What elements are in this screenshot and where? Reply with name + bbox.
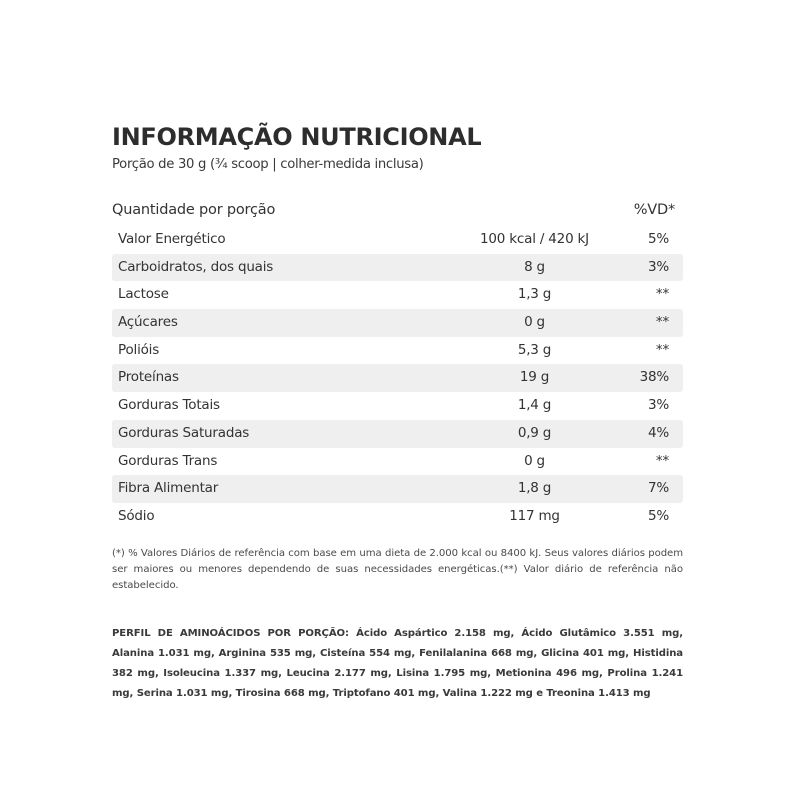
nutrient-dv: 3% xyxy=(647,397,669,414)
nutrient-dv: ** xyxy=(655,286,669,303)
page-title: INFORMAÇÃO NUTRICIONAL xyxy=(112,123,482,151)
nutrient-amount: 117 mg xyxy=(509,507,560,524)
nutrient-amount: 0 g xyxy=(524,452,545,469)
table-row xyxy=(112,281,683,309)
nutrition-table xyxy=(112,226,683,531)
header-quantity-label: Quantidade por porção xyxy=(112,202,276,218)
nutrient-dv: ** xyxy=(655,314,669,331)
nutrient-name: Lactose xyxy=(118,286,169,303)
nutrient-dv: 4% xyxy=(647,424,669,441)
nutrient-name: Carboidratos, dos quais xyxy=(118,258,274,275)
nutrient-amount: 1,4 g xyxy=(517,397,552,414)
table-row xyxy=(112,254,683,282)
nutrient-name: Açúcares xyxy=(118,314,178,331)
serving-size: Porção de 30 g (¾ scoop | colher-medida inclusa) xyxy=(112,157,424,172)
table-row xyxy=(112,420,683,448)
nutrient-dv: 7% xyxy=(647,480,669,497)
nutrient-amount: 1,3 g xyxy=(517,286,552,303)
nutrient-name: Gorduras Trans xyxy=(118,452,218,469)
nutrient-name: Polióis xyxy=(118,341,160,358)
nutrient-dv: 5% xyxy=(647,231,669,247)
nutrient-name: Gorduras Saturadas xyxy=(118,424,250,441)
nutrient-amount: 100 kcal / 420 kJ xyxy=(480,231,589,247)
nutrient-dv: ** xyxy=(655,452,669,469)
table-row xyxy=(112,226,683,254)
nutrient-name: Sódio xyxy=(118,507,155,524)
table-row xyxy=(112,503,683,531)
table-row xyxy=(112,392,683,420)
nutrient-name: Gorduras Totais xyxy=(118,397,220,414)
table-row xyxy=(112,364,683,392)
nutrient-amount: 8 g xyxy=(524,258,545,275)
nutrient-dv: 38% xyxy=(639,369,669,386)
nutrient-amount: 5,3 g xyxy=(517,341,552,358)
nutrient-dv: ** xyxy=(655,341,669,358)
table-header xyxy=(112,198,683,226)
nutrient-amount: 0 g xyxy=(524,314,545,331)
nutrient-dv: 3% xyxy=(647,258,669,275)
table-row xyxy=(112,475,683,503)
nutrient-amount: 1,8 g xyxy=(517,480,552,497)
table-row xyxy=(112,448,683,476)
nutrient-amount: 19 g xyxy=(519,369,550,386)
nutrient-name: Valor Energético xyxy=(118,231,226,247)
nutrient-name: Proteínas xyxy=(118,369,179,386)
nutrient-name: Fibra Alimentar xyxy=(118,480,219,497)
table-row xyxy=(112,309,683,337)
amino-acid-profile: PERFIL DE AMINOÁCIDOS POR PORÇÃO: Ácido Aspártico 2.158 mg, Ácido Glutâmico 3.551 mg, Alanina 1.031 mg, Arginina 535 mg, Cisteína 554 mg, Fenilalanina 668 mg, Glicina 401 mg, Histidina 382 mg, Isoleucina 1.337 mg, Leucina 2.177 mg, Lisina 1.795 mg, Metionina 496 mg, Prolina 1.241 mg, Serina 1.031 mg, Tirosina 668 mg, Triptofano 401 mg, Valina 1.222 mg e Treonina 1.413 mg xyxy=(112,627,683,699)
table-row xyxy=(112,337,683,365)
header-dv-label: %VD* xyxy=(633,202,675,218)
nutrient-dv: 5% xyxy=(647,507,669,524)
daily-value-footnote: (*) % Valores Diários de referência com base em uma dieta de 2.000 kcal ou 8400 kJ. Seus valores diários podem ser maiores ou menores dependendo de suas necessidades energéticas.(**) Valor diário de referência não estabelecido. xyxy=(112,547,683,591)
nutrition-facts-panel xyxy=(112,120,683,714)
nutrient-amount: 0,9 g xyxy=(517,424,552,441)
